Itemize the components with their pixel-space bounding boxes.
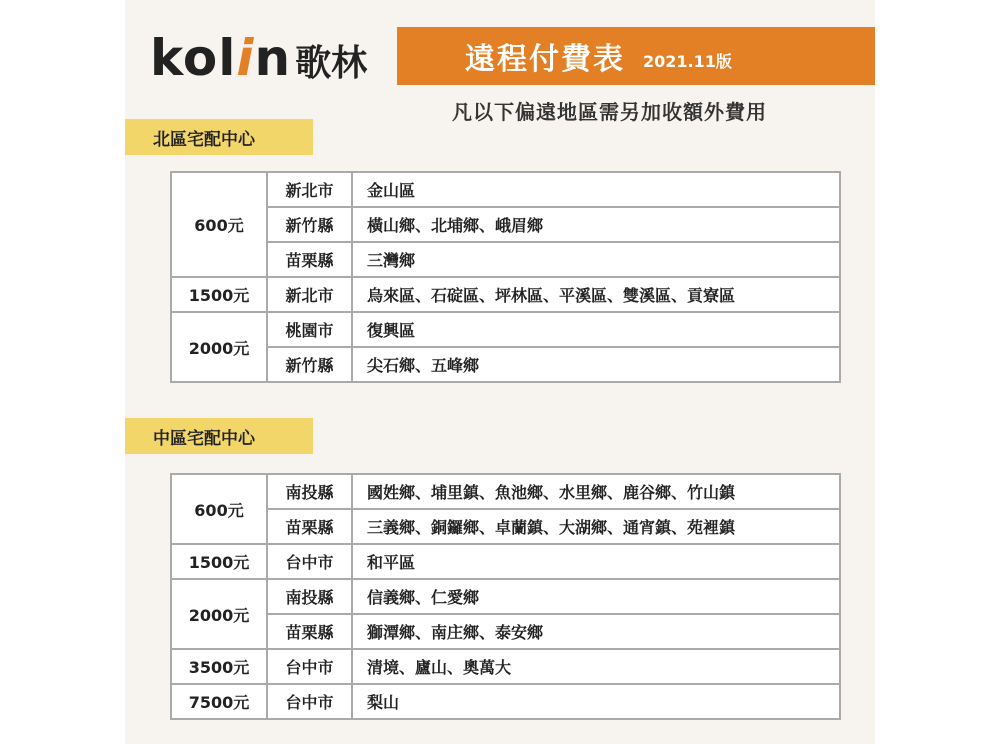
area-cell: 烏來區、石碇區、坪林區、平溪區、雙溪區、貢寮區 — [352, 277, 840, 312]
area-cell: 三灣鄉 — [352, 242, 840, 277]
city-cell: 台中市 — [267, 544, 352, 579]
brand-latin-part: n — [254, 29, 292, 87]
area-cell: 金山區 — [352, 172, 840, 207]
brand-latin-part: kol — [150, 29, 237, 87]
table-row — [171, 684, 840, 719]
brand-chinese: 歌林 — [295, 43, 368, 84]
table-row — [171, 649, 840, 684]
table-row — [171, 579, 840, 614]
fee-table-central — [170, 473, 841, 720]
price-cell: 600元 — [171, 474, 267, 544]
city-cell: 苗栗縣 — [267, 242, 352, 277]
city-cell: 新北市 — [267, 277, 352, 312]
brand-latin-i: i — [236, 29, 255, 87]
area-cell: 清境、廬山、奧萬大 — [352, 649, 840, 684]
city-cell: 南投縣 — [267, 474, 352, 509]
brand-logo — [150, 28, 367, 88]
page-title: 遠程付費表 — [465, 42, 625, 77]
table-row — [171, 347, 840, 382]
version-label: 2021.11版 — [643, 51, 732, 71]
price-cell: 1500元 — [171, 277, 267, 312]
area-cell: 獅潭鄉、南庄鄉、泰安鄉 — [352, 614, 840, 649]
price-cell: 1500元 — [171, 544, 267, 579]
city-cell: 南投縣 — [267, 579, 352, 614]
table-row — [171, 312, 840, 347]
table-row — [171, 474, 840, 509]
area-cell: 尖石鄉、五峰鄉 — [352, 347, 840, 382]
area-cell: 橫山鄉、北埔鄉、峨眉鄉 — [352, 207, 840, 242]
area-cell: 梨山 — [352, 684, 840, 719]
city-cell: 新竹縣 — [267, 207, 352, 242]
page-subtitle: 凡以下偏遠地區需另加收額外費用 — [452, 100, 767, 124]
city-cell: 苗栗縣 — [267, 614, 352, 649]
area-cell: 信義鄉、仁愛鄉 — [352, 579, 840, 614]
price-cell: 600元 — [171, 172, 267, 277]
area-cell: 三義鄉、銅鑼鄉、卓蘭鎮、大湖鄉、通宵鎮、苑裡鎮 — [352, 509, 840, 544]
city-cell: 台中市 — [267, 649, 352, 684]
price-cell: 2000元 — [171, 579, 267, 649]
city-cell: 台中市 — [267, 684, 352, 719]
table-row — [171, 509, 840, 544]
area-cell: 和平區 — [352, 544, 840, 579]
table-row — [171, 614, 840, 649]
table-row — [171, 242, 840, 277]
title-banner — [397, 27, 875, 85]
fee-table-north — [170, 171, 841, 383]
table-row — [171, 277, 840, 312]
table-row — [171, 207, 840, 242]
city-cell: 苗栗縣 — [267, 509, 352, 544]
table-row — [171, 544, 840, 579]
price-cell: 7500元 — [171, 684, 267, 719]
price-cell: 3500元 — [171, 649, 267, 684]
price-cell: 2000元 — [171, 312, 267, 382]
brand-latin — [150, 28, 291, 88]
city-cell: 新竹縣 — [267, 347, 352, 382]
section-label-north: 北區宅配中心 — [125, 119, 313, 155]
table-row — [171, 172, 840, 207]
area-cell: 國姓鄉、埔里鎮、魚池鄉、水里鄉、鹿谷鄉、竹山鎮 — [352, 474, 840, 509]
city-cell: 新北市 — [267, 172, 352, 207]
city-cell: 桃園市 — [267, 312, 352, 347]
section-label-central: 中區宅配中心 — [125, 418, 313, 454]
area-cell: 復興區 — [352, 312, 840, 347]
